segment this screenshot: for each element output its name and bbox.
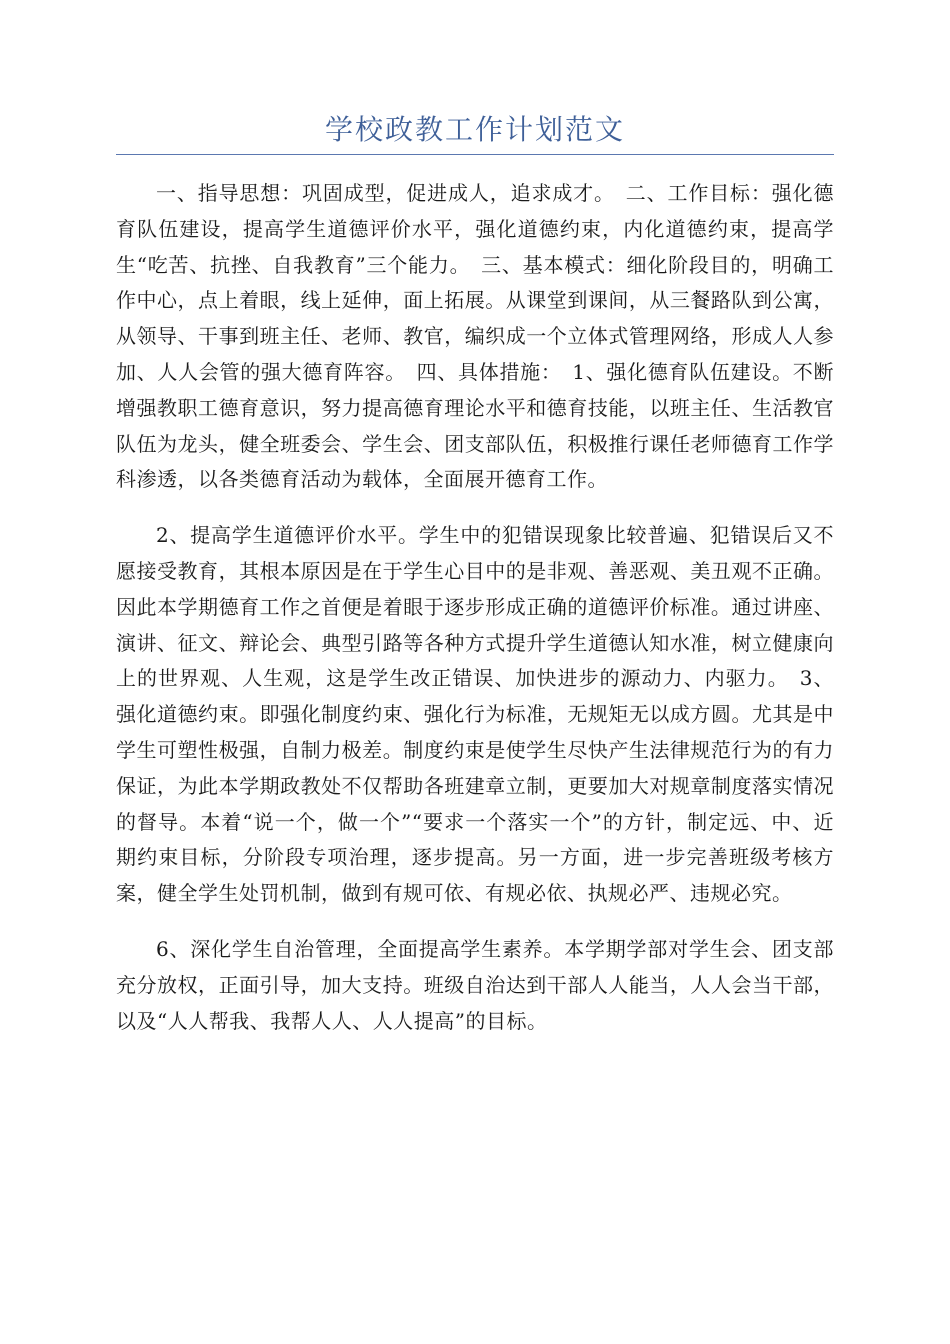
document-body [116,176,834,1059]
document-title: 学校政教工作计划范文 [324,113,625,146]
paragraph-student-self-governance: 6、深化学生自治管理，全面提高学生素养。本学期学部对学生会、团支部充分放权，正面引导，加大支持。班级自治达到干部人人能当，人人会当干部，以及“人人帮我、我帮人人、人人提高”的目标。 [116,936,834,1033]
paragraph-moral-evaluation: 2、提高学生道德评价水平。学生中的犯错误现象比较普遍、犯错误后又不愿接受教育，其根本原因是在于学生心目中的是非观、善恶观、美丑观不正确。因此本学期德育工作之首便是着眼于逐步形成正确的道德评价标准。通过讲座、演讲、征文、辩论会、典型引路等各种方式提升学生道德认知水准，树立健康向上的世界观、人生观，这是学生改正错误、加快进步的源动力、内驱力。 3、强化道德约束。即强化制度约束、强化行为标准，无规矩无以成方圆。尤其是中学生可塑性极强，自制力极差。制度约束是使学生尽快产生法律规范行为的有力保证，为此本学期政教处不仅帮助各班建章立制，更要加大对规章制度落实情况的督导。本着“说一个，做一个”“要求一个落实一个”的方针，制定远、中、近期约束目标，分阶段专项治理，逐步提高。另一方面，进一步完善班级考核方案，健全学生处罚机制，做到有规可依、有规必依、执规必严、违规必究。 [116,523,834,906]
title-underline [116,154,834,155]
paragraph-guiding-ideas: 一、指导思想：巩固成型，促进成人，追求成才。 二、工作目标：强化德育队伍建设，提高学生道德评价水平，强化道德约束，内化道德约束，提高学生“吃苦、抗挫、自我教育”三个能力。 三、基本模式：细化阶段目的，明确工作中心，点上着眼，线上延伸，面上拓展。从课堂到课间，从三餐路队到公寓，从领导、干事到班主任、老师、教官，编织成一个立体式管理网络，形成人人参加、人人会管的强大德育阵容。 四、具体措施： 1、强化德育队伍建设。不断增强教职工德育意识，努力提高德育理论水平和德育技能，以班主任、生活教官队伍为龙头，健全班委会、学生会、团支部队伍，积极推行课任老师德育工作学科渗透，以各类德育活动为载体，全面展开德育工作。 [116,181,834,492]
